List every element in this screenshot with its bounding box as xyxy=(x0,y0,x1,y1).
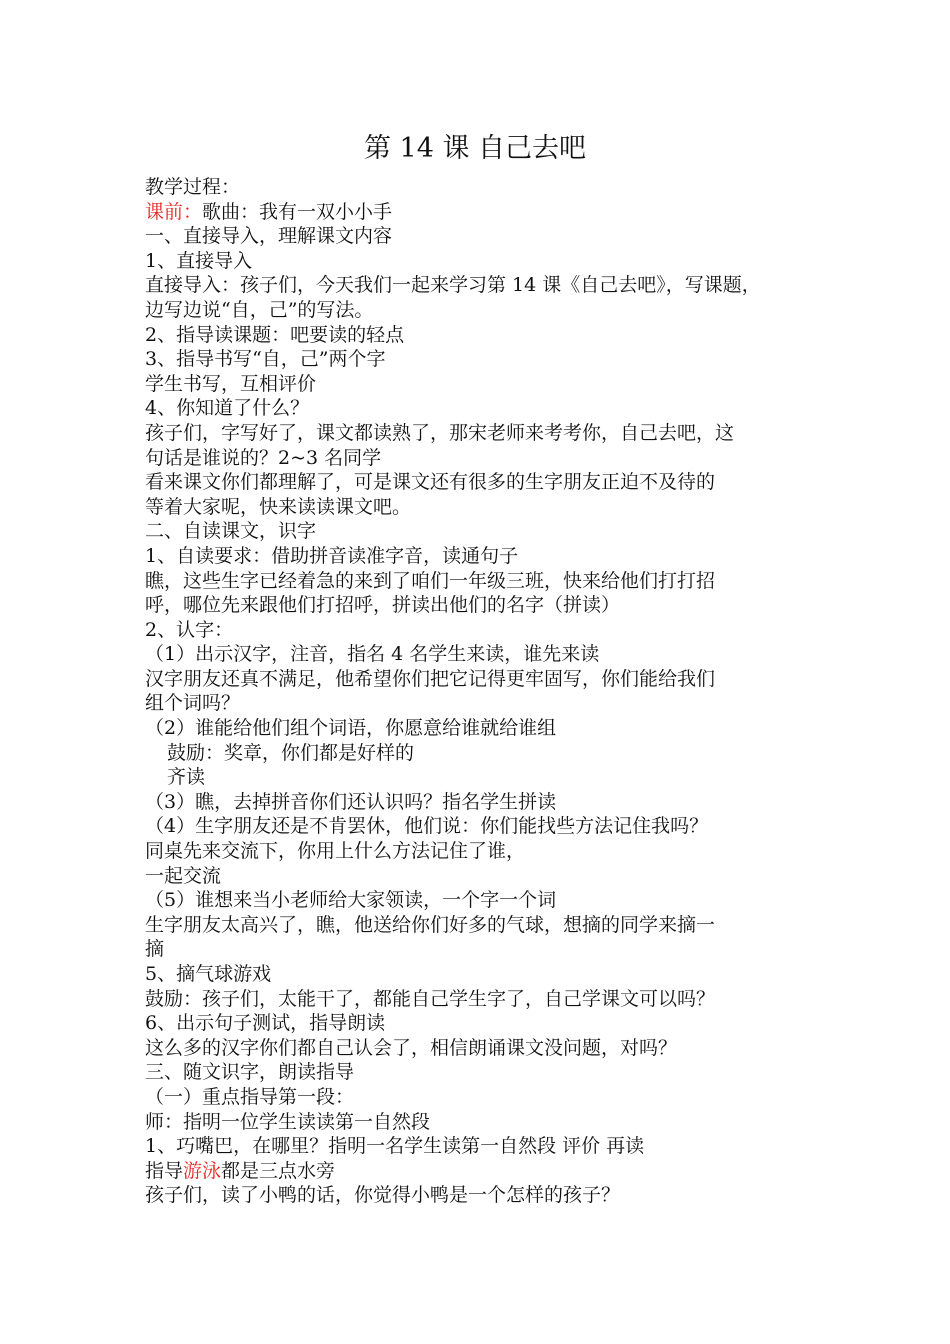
text-line: 同桌先来交流下，你用上什么方法记住了谁， xyxy=(145,840,526,863)
text-line: 这么多的汉字你们都自己认会了，相信朗诵课文没问题，对吗？ xyxy=(145,1036,678,1059)
text-line: 呼，哪位先来跟他们打招呼，拼读出他们的名字（拼读） xyxy=(145,594,621,617)
text-line: 直接导入：孩子们，今天我们一起来学习第 14 课《自己去吧》，写课题， xyxy=(145,274,761,297)
text-line: 生字朋友太高兴了，瞧，他送给你们好多的气球，想摘的同学来摘一 xyxy=(145,913,716,936)
text-line: 等着大家呢，快来读读课文吧。 xyxy=(145,495,412,518)
text-line: （5）谁想来当小老师给大家领读，一个字一个词 xyxy=(145,889,557,912)
text-line: 3、指导书写“自，己”两个字 xyxy=(145,348,386,371)
text-line: 瞧，这些生字已经着急的来到了咱们一年级三班，快来给他们打打招 xyxy=(145,569,716,592)
text-line: 鼓励：孩子们，太能干了，都能自己学生字了，自己学课文可以吗？ xyxy=(145,987,716,1010)
section-heading: 二、自读课文，识字 xyxy=(145,520,317,543)
text-line: 4、你知道了什么？ xyxy=(145,397,310,420)
highlight-text: 课前： xyxy=(145,200,203,223)
text-line: 教学过程： xyxy=(145,176,241,198)
text-line: 齐读 xyxy=(167,766,206,789)
text-line: 2、指导读课题：吧要读的轻点 xyxy=(145,323,405,346)
text-line: （4）生字朋友还是不肯罢休，他们说：你们能找些方法记住我吗？ xyxy=(145,815,709,838)
text-line: 师：指明一位学生读读第一自然段 xyxy=(145,1110,431,1133)
text-line: 一起交流 xyxy=(145,864,222,887)
text-line: 汉字朋友还真不满足，他希望你们把它记得更牢固写，你们能给我们 xyxy=(145,667,716,690)
text-line: 5、摘气球游戏 xyxy=(145,963,272,985)
text-span: 歌曲：我有一双小小手 xyxy=(202,200,393,223)
text-span: 指导 xyxy=(145,1159,184,1182)
text-line: 孩子们，字写好了，课文都读熟了，那宋老师来考考你，自己去吧，这 xyxy=(145,421,735,444)
text-line: （1）出示汉字，注音，指名 4 名学生来读，谁先来读 xyxy=(145,643,600,666)
lesson-body xyxy=(145,175,817,1208)
text-line xyxy=(145,1159,817,1184)
text-line: 边写边说“自，己”的写法。 xyxy=(145,298,374,321)
text-line: 学生书写，互相评价 xyxy=(145,372,317,395)
text-line: 句话是谁说的？2~3 名同学 xyxy=(145,446,382,469)
section-heading: 三、随文识字，朗读指导 xyxy=(145,1061,355,1084)
text-line: 孩子们，读了小鸭的话，你觉得小鸭是一个怎样的孩子？ xyxy=(145,1184,621,1207)
text-line: 1、自读要求：借助拼音读准字音，读通句子 xyxy=(145,544,519,567)
text-line: 看来课文你们都理解了，可是课文还有很多的生字朋友正迫不及待的 xyxy=(145,471,716,494)
text-line: 1、巧嘴巴，在哪里？指明一名学生读第一自然段 评价 再读 xyxy=(145,1135,645,1158)
highlight-text: 游泳 xyxy=(183,1159,222,1182)
text-line: 6、出示句子测试，指导朗读 xyxy=(145,1012,386,1035)
text-line: 组个词吗？ xyxy=(145,692,241,715)
text-line: 2、认字： xyxy=(145,618,234,641)
page-title: 第 14 课 自己去吧 xyxy=(363,133,587,164)
text-line: （2）谁能给他们组个词语，你愿意给谁就给谁组 xyxy=(145,717,557,740)
text-span: 都是三点水旁 xyxy=(221,1159,336,1182)
text-line: 摘 xyxy=(145,938,165,961)
text-line: 1、直接导入 xyxy=(145,249,253,272)
text-line: （3）瞧，去掉拼音你们还认识吗？指名学生拼读 xyxy=(145,790,557,813)
text-line: （一）重点指导第一段： xyxy=(145,1085,355,1108)
section-heading: 一、直接导入，理解课文内容 xyxy=(145,225,393,248)
text-line xyxy=(145,200,817,225)
text-line: 鼓励：奖章，你们都是好样的 xyxy=(167,741,415,764)
